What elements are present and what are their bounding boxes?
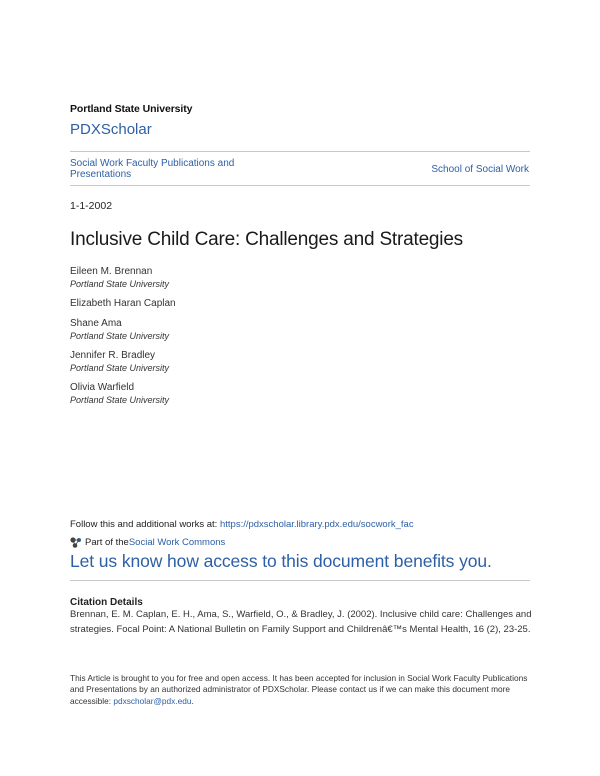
network-icon	[70, 537, 82, 548]
notice-text: This Article is brought to you for free and open access. It has been accepted for inclusion in Social Work Faculty Publications and Presentations by an authorized administrator of PDXScholar. Please contact us if we can make this document more accessible:	[70, 673, 528, 706]
publication-date: 1-1-2002	[70, 200, 113, 212]
author-item	[70, 318, 176, 342]
institution-name: Portland State University	[70, 103, 193, 115]
feedback-link[interactable]: Let us know how access to this document benefits you.	[70, 551, 492, 571]
contact-email-link[interactable]: pdxscholar@pdx.edu	[113, 695, 192, 706]
author-item	[70, 266, 176, 290]
follow-url-link[interactable]: https://pdxscholar.library.pdx.edu/socwork_fac	[219, 519, 414, 530]
author-list	[70, 266, 176, 414]
article-title: Inclusive Child Care: Challenges and Strategies	[70, 229, 463, 250]
notice-suffix: .	[191, 695, 194, 706]
repository-link[interactable]: PDXScholar	[70, 121, 152, 138]
author-name: Olivia Warfield	[70, 382, 135, 393]
author-item	[70, 382, 176, 406]
social-work-commons-link[interactable]: Social Work Commons	[128, 537, 226, 548]
partof-prefix: Part of the	[85, 537, 129, 548]
author-name: Jennifer R. Bradley	[70, 350, 156, 361]
author-affiliation: Portland State University	[70, 279, 170, 289]
part-of-line	[70, 537, 225, 548]
author-name: Elizabeth Haran Caplan	[70, 298, 176, 309]
author-affiliation: Portland State University	[70, 331, 170, 341]
follow-prefix: Follow this and additional works at:	[70, 519, 220, 530]
department-link[interactable]: School of Social Work	[431, 164, 529, 175]
citation-text: Brennan, E. M. Caplan, E. H., Ama, S., Warfield, O., & Bradley, J. (2002). Inclusive child care: Challenges and strategies. Focal Point: A National Bulletin on Family Support and Childrenâ€™s Mental Health, 16 (2), 23-25.	[70, 609, 532, 635]
cta-rule	[70, 580, 530, 581]
author-affiliation: Portland State University	[70, 363, 170, 373]
citation-heading: Citation Details	[70, 597, 143, 608]
follow-line	[70, 519, 414, 530]
collection-link[interactable]: Social Work Faculty Publications and Presentations	[70, 158, 235, 180]
author-name: Shane Ama	[70, 318, 122, 329]
author-item	[70, 350, 176, 374]
author-item	[70, 298, 176, 310]
access-notice	[70, 673, 538, 707]
header-rule-bottom	[70, 185, 530, 186]
header-rule-top	[70, 151, 530, 152]
author-affiliation: Portland State University	[70, 395, 170, 405]
author-name: Eileen M. Brennan	[70, 266, 153, 277]
